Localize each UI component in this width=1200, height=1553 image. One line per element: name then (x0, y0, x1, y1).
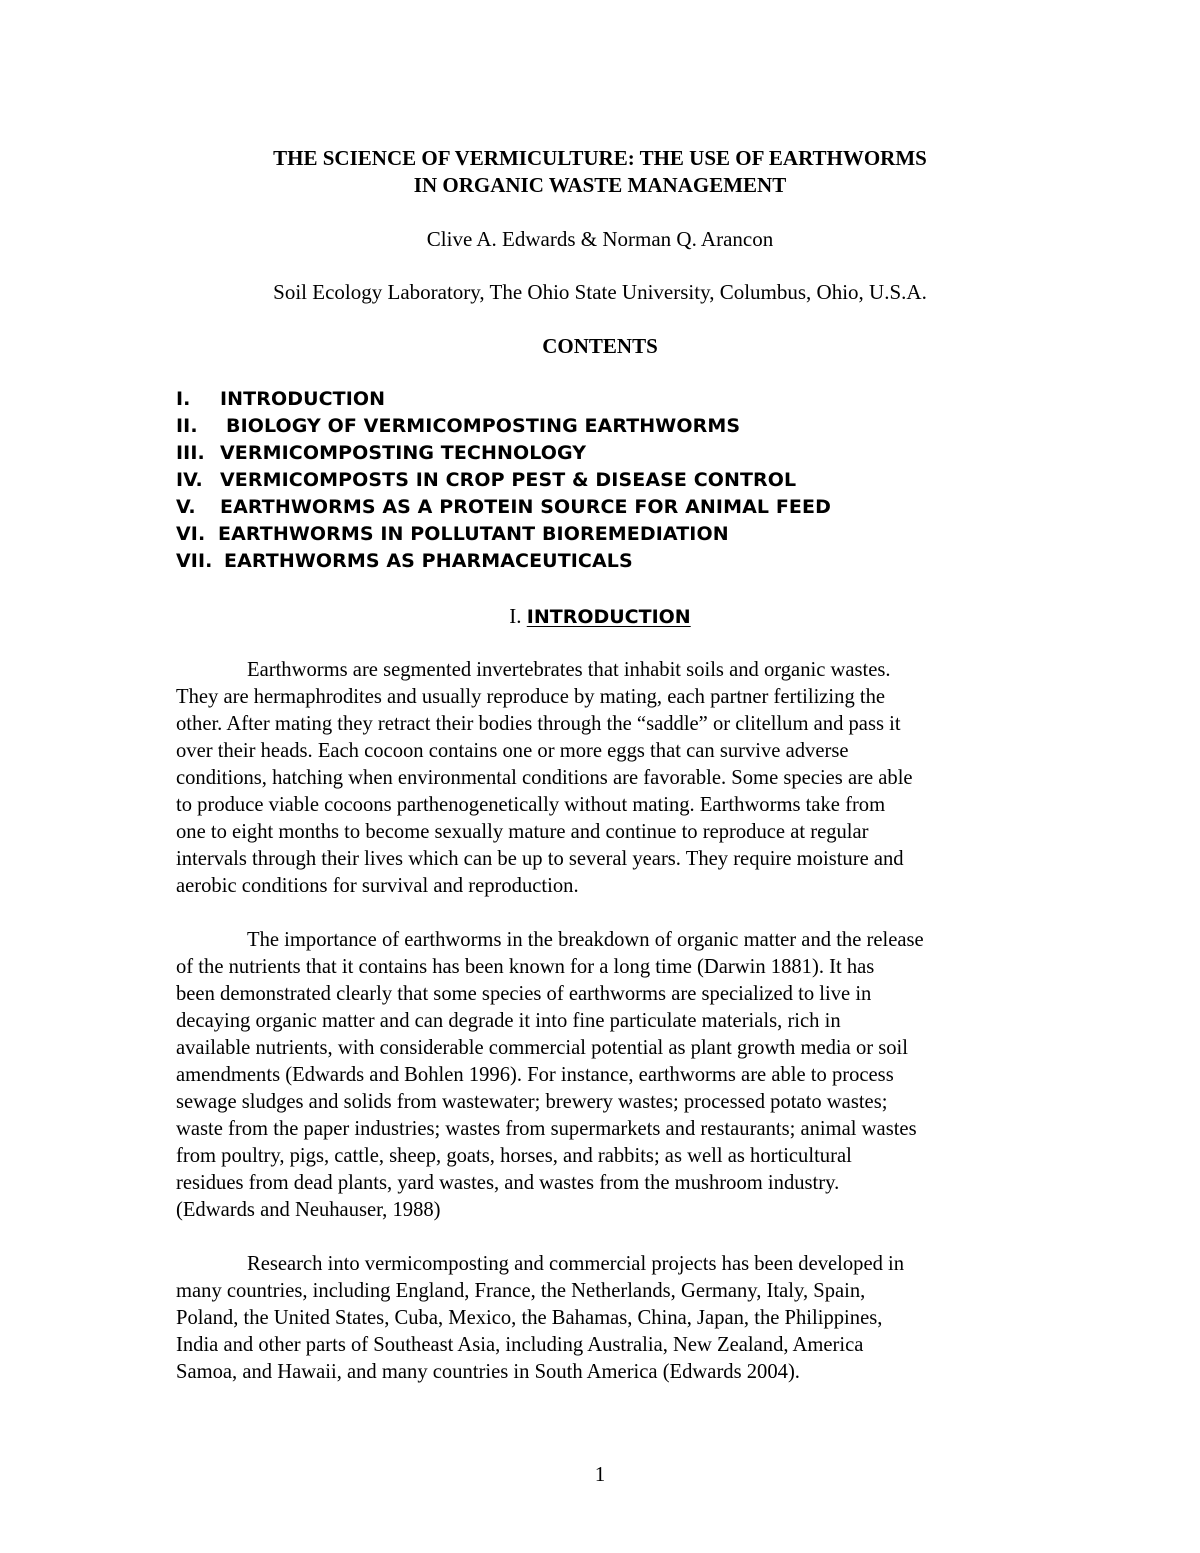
paragraph-line: many countries, including England, France, the Netherlands, Germany, Italy, Spain, (176, 1280, 866, 1302)
authors: Clive A. Edwards & Norman Q. Arancon (426, 227, 774, 251)
paragraph-line: over their heads. Each cocoon contains one or more eggs that can survive adverse (176, 740, 849, 762)
paragraph-line: amendments (Edwards and Bohlen 1996). For instance, earthworms are able to process (176, 1064, 894, 1086)
table-of-contents (176, 386, 1076, 575)
toc-label: INTRODUCTION (220, 388, 386, 410)
paragraph-line: to produce viable cocoons parthenogenetically without mating. Earthworms take from (176, 794, 886, 816)
toc-number: III. (176, 442, 205, 464)
toc-label: EARTHWORMS AS PHARMACEUTICALS (224, 550, 633, 572)
paragraph-line: sewage sludges and solids from wastewater; brewery wastes; processed potato wastes; (176, 1091, 888, 1113)
title-line: IN ORGANIC WASTE MANAGEMENT (413, 173, 787, 197)
paragraph-line: conditions, hatching when environmental conditions are favorable. Some species are able (176, 767, 913, 789)
paragraph-line: Earthworms are segmented invertebrates that inhabit soils and organic wastes. (247, 659, 891, 681)
paragraph-line: They are hermaphrodites and usually reproduce by mating, each partner fertilizing the (176, 686, 886, 708)
paragraph-line: one to eight months to become sexually mature and continue to reproduce at regular (176, 821, 869, 843)
paragraph-line: intervals through their lives which can be up to several years. They require moisture and (176, 848, 904, 870)
paragraph-line: residues from dead plants, yard wastes, and wastes from the mushroom industry. (176, 1172, 840, 1194)
toc-label: EARTHWORMS AS A PROTEIN SOURCE FOR ANIMAL FEED (220, 496, 831, 518)
section-title: INTRODUCTION (526, 606, 691, 628)
toc-item-pharmaceuticals (176, 548, 1076, 575)
paragraph-line: decaying organic matter and can degrade it into fine particulate materials, rich in (176, 1010, 841, 1032)
toc-item-biology (176, 413, 1076, 440)
paragraph-line: Poland, the United States, Cuba, Mexico, the Bahamas, China, Japan, the Philippines, (176, 1307, 883, 1329)
toc-label: BIOLOGY OF VERMICOMPOSTING EARTHWORMS (226, 415, 741, 437)
contents-heading: CONTENTS (542, 334, 658, 358)
paragraph (176, 927, 1026, 1224)
paragraph-line: The importance of earthworms in the breakdown of organic matter and the release (247, 929, 924, 951)
paragraph-line: aerobic conditions for survival and reproduction. (176, 875, 579, 897)
toc-number: VII. (176, 550, 213, 572)
section-heading (0, 603, 1200, 631)
toc-item-bioremediation (176, 521, 1076, 548)
toc-number: IV. (176, 469, 203, 491)
paragraph-line: other. After mating they retract their bodies through the “saddle” or clitellum and pass it (176, 713, 901, 735)
paragraph-line: been demonstrated clearly that some species of earthworms are specialized to live in (176, 983, 872, 1005)
paragraph-line: India and other parts of Southeast Asia, including Australia, New Zealand, America (176, 1334, 864, 1356)
paragraph (176, 657, 1026, 900)
toc-item-pest-control (176, 467, 1076, 494)
toc-number: V. (176, 496, 196, 518)
toc-number: VI. (176, 523, 206, 545)
toc-item-protein-source (176, 494, 1076, 521)
toc-label: VERMICOMPOSTING TECHNOLOGY (220, 442, 587, 464)
toc-number: I. (176, 388, 191, 410)
title-line: THE SCIENCE OF VERMICULTURE: THE USE OF EARTHWORMS (273, 146, 927, 170)
document-title (0, 145, 1200, 199)
paragraph-line: (Edwards and Neuhauser, 1988) (176, 1199, 441, 1221)
section-number: I. (509, 604, 522, 628)
paragraph-line: Research into vermicomposting and commercial projects has been developed in (247, 1253, 905, 1275)
paragraph-line: of the nutrients that it contains has been known for a long time (Darwin 1881). It has (176, 956, 875, 978)
paragraph-line: from poultry, pigs, cattle, sheep, goats, horses, and rabbits; as well as horticultural (176, 1145, 852, 1167)
paragraph (176, 1251, 1026, 1386)
affiliation: Soil Ecology Laboratory, The Ohio State University, Columbus, Ohio, U.S.A. (273, 280, 927, 304)
paragraph-line: Samoa, and Hawaii, and many countries in South America (Edwards 2004). (176, 1361, 800, 1383)
page-number: 1 (594, 1462, 606, 1486)
toc-number: II. (176, 415, 198, 437)
toc-label: VERMICOMPOSTS IN CROP PEST & DISEASE CONTROL (220, 469, 797, 491)
paragraph-line: waste from the paper industries; wastes from supermarkets and restaurants; animal wastes (176, 1118, 917, 1140)
toc-item-introduction (176, 386, 1076, 413)
toc-item-technology (176, 440, 1076, 467)
toc-label: EARTHWORMS IN POLLUTANT BIOREMEDIATION (218, 523, 729, 545)
paragraph-line: available nutrients, with considerable commercial potential as plant growth media or soil (176, 1037, 909, 1059)
